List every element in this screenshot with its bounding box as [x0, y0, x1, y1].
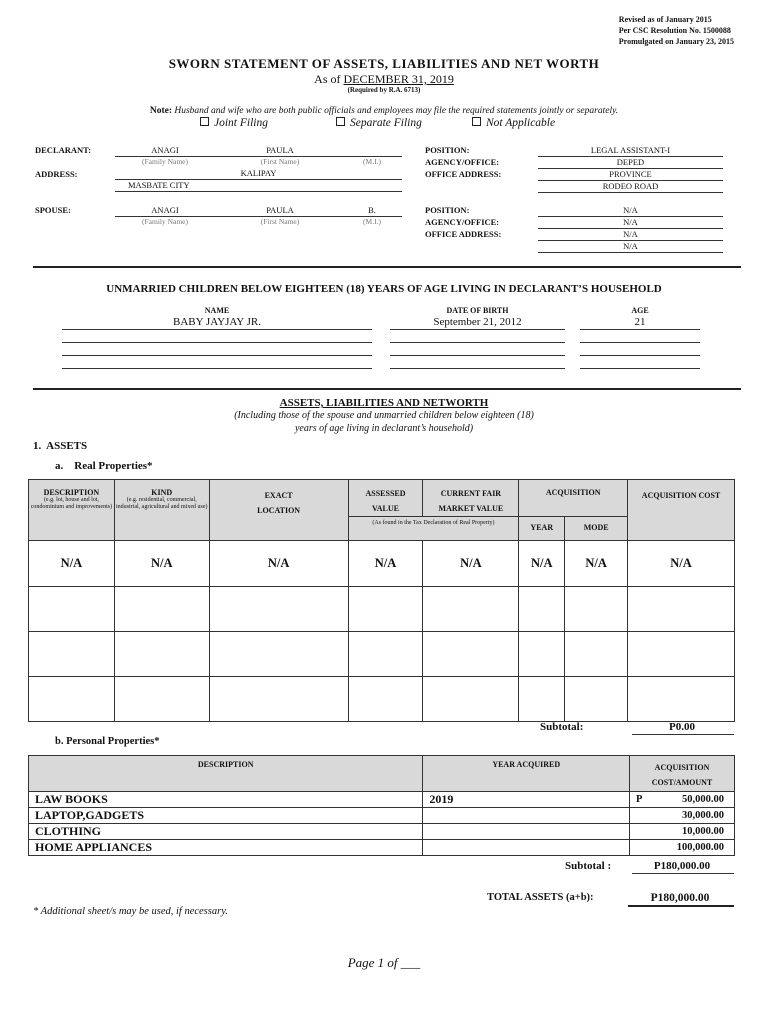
child-name: BABY JAYJAY JR. [173, 316, 261, 328]
description-note: (e.g. lot, house and lot, condominium and improvements) [30, 497, 113, 510]
declarant-first-name: PAULA [266, 145, 294, 155]
child-name-header: NAME [204, 306, 230, 315]
real-subtotal-label: Subtotal: [540, 721, 584, 733]
note-text: Husband and wife who are both public officials and employees may file the required statements jointly or separately. [174, 106, 619, 116]
pp-year-header: YEAR ACQUIRED [423, 756, 630, 792]
kind-note: (e.g. residential, commercial, industrial, agricultural and mixed use) [116, 497, 208, 510]
checkbox-icon[interactable] [200, 117, 209, 126]
assets-subheading-2: years of age living in declarant’s household) [294, 423, 474, 434]
location-header: EXACT LOCATION [209, 480, 348, 541]
pp-year: 2019 [423, 792, 630, 808]
table-cell: N/A [348, 541, 423, 587]
pp-cost: 100,000.00 [630, 840, 735, 856]
personal-properties-title: b. Personal Properties* [55, 736, 160, 747]
not-applicable-option[interactable] [472, 117, 555, 129]
child-dob-header: DATE OF BIRTH [446, 306, 509, 315]
year-header: YEAR [519, 517, 565, 541]
pp-description: HOME APPLIANCES [29, 840, 423, 856]
real-properties-title: a. Real Properties* [55, 460, 153, 472]
revision-line: Promulgated on January 23, 2015 [618, 37, 734, 46]
pp-year [423, 808, 630, 824]
pp-description-header: DESCRIPTION [29, 756, 423, 792]
spouse-first-name: PAULA [266, 205, 294, 215]
real-subtotal-value: P0.00 [669, 721, 695, 733]
declarant-label: DECLARANT: [35, 145, 92, 155]
note-label: Note: [149, 106, 172, 116]
option-label: Separate Filing [350, 117, 422, 129]
table-row [29, 541, 735, 587]
joint-filing-option[interactable] [200, 117, 268, 129]
mi-caption: (M.I.) [363, 217, 381, 226]
spouse-office-address-line2: N/A [623, 241, 638, 251]
option-label: Not Applicable [486, 117, 556, 129]
pp-cost-header: ACQUISITION COST/AMOUNT [630, 756, 735, 792]
pp-cost-amount: 50,000.00 [682, 794, 724, 805]
address-line2: MASBATE CITY [128, 180, 190, 190]
office-address-line2: RODEO ROAD [602, 181, 659, 191]
child-age: 21 [634, 316, 646, 328]
as-of-label: As of [314, 72, 341, 86]
revision-line: Per CSC Resolution No. 1500088 [618, 26, 731, 35]
separate-filing-option[interactable] [336, 117, 422, 129]
spouse-family-name: ANAGI [151, 205, 179, 215]
as-of-date: DECEMBER 31, 2019 [343, 72, 454, 86]
filing-note [0, 106, 768, 116]
personal-subtotal-value: P180,000.00 [653, 860, 711, 872]
table-row [29, 632, 735, 677]
assets-liabilities-heading: ASSETS, LIABILITIES AND NETWORTH [279, 397, 489, 409]
address-label: ADDRESS: [35, 169, 78, 179]
spouse-office-address-label: OFFICE ADDRESS: [425, 229, 502, 239]
acquisition-header: ACQUISITION [519, 480, 628, 517]
spouse-position-label: POSITION: [425, 205, 470, 215]
pp-description: LAPTOP,GADGETS [29, 808, 423, 824]
assets-subheading-1: (Including those of the spouse and unmarried children below eighteen (18) [234, 410, 534, 421]
table-cell: N/A [565, 541, 628, 587]
table-row [29, 677, 735, 722]
table-row [29, 840, 735, 856]
total-assets-value: P180,000.00 [650, 892, 710, 904]
table-cell: N/A [209, 541, 348, 587]
assessed-value-header: ASSESSED VALUE [348, 480, 423, 517]
kind-header: KIND (e.g. residential, commercial, industrial, agricultural and mixed use) [114, 480, 209, 541]
personal-properties-table [28, 755, 735, 856]
children-heading: UNMARRIED CHILDREN BELOW EIGHTEEN (18) YEARS OF AGE LIVING IN DECLARANT’S HOUSEHOLD [106, 283, 662, 295]
pp-year [423, 824, 630, 840]
total-assets-label: TOTAL ASSETS (a+b): [487, 892, 594, 903]
spouse-office-address-line1: N/A [623, 229, 638, 239]
revision-line: Revised as of January 2015 [618, 15, 712, 24]
table-cell: N/A [519, 541, 565, 587]
family-name-caption: (Family Name) [141, 157, 189, 166]
checkbox-icon[interactable] [472, 117, 481, 126]
table-row [29, 587, 735, 632]
assets-title: 1. ASSETS [33, 440, 88, 452]
agency-label: AGENCY/OFFICE: [425, 157, 500, 167]
mi-caption: (M.I.) [363, 157, 381, 166]
table-cell: N/A [423, 541, 519, 587]
page-number: Page 1 of ___ [347, 955, 421, 970]
footnote: * Additional sheet/s may be used, if necessary. [33, 906, 228, 917]
table-cell: N/A [114, 541, 209, 587]
value-note: (As found in the Tax Declaration of Real Property) [348, 517, 519, 541]
spouse-agency-label: AGENCY/OFFICE: [425, 217, 500, 227]
description-header: DESCRIPTION (e.g. lot, house and lot, condominium and improvements) [29, 480, 115, 541]
pp-cost: 30,000.00 [630, 808, 735, 824]
table-row [29, 792, 735, 808]
pp-currency: P [636, 794, 643, 805]
mode-header: MODE [565, 517, 628, 541]
as-of-line [0, 72, 768, 87]
child-age-header: AGE [631, 306, 649, 315]
document-title: SWORN STATEMENT OF ASSETS, LIABILITIES AND NET WORTH [168, 56, 600, 71]
acquisition-cost-header: ACQUISITION COST [628, 480, 735, 541]
pp-year [423, 840, 630, 856]
position-label: POSITION: [425, 145, 470, 155]
spouse-agency-value: N/A [623, 217, 638, 227]
spouse-mi: B. [368, 205, 376, 215]
spouse-label: SPOUSE: [35, 205, 71, 215]
real-properties-table [28, 479, 735, 722]
agency-value: DEPED [616, 157, 645, 167]
personal-subtotal-label: Subtotal : [565, 860, 612, 872]
pp-description: CLOTHING [29, 824, 423, 840]
table-row [29, 824, 735, 840]
pp-cost: 10,000.00 [630, 824, 735, 840]
table-row [29, 808, 735, 824]
office-address-line1: PROVINCE [609, 169, 652, 179]
position-value: LEGAL ASSISTANT-I [590, 145, 671, 155]
table-cell: N/A [628, 541, 735, 587]
spouse-position-value: N/A [623, 205, 638, 215]
required-by: (Required by R.A. 6713) [347, 86, 421, 94]
address-line1: KALIPAY [240, 168, 277, 178]
pp-description: LAW BOOKS [29, 792, 423, 808]
option-label: Joint Filing [214, 117, 268, 129]
fair-market-header: CURRENT FAIR MARKET VALUE [423, 480, 519, 517]
table-cell: N/A [29, 541, 115, 587]
checkbox-icon[interactable] [336, 117, 345, 126]
first-name-caption: (First Name) [260, 217, 300, 226]
declarant-family-name: ANAGI [151, 145, 179, 155]
first-name-caption: (First Name) [260, 157, 300, 166]
revision-note [619, 14, 734, 47]
office-address-label: OFFICE ADDRESS: [425, 169, 502, 179]
family-name-caption: (Family Name) [141, 217, 189, 226]
child-dob: September 21, 2012 [433, 316, 522, 328]
pp-cost [630, 792, 735, 808]
